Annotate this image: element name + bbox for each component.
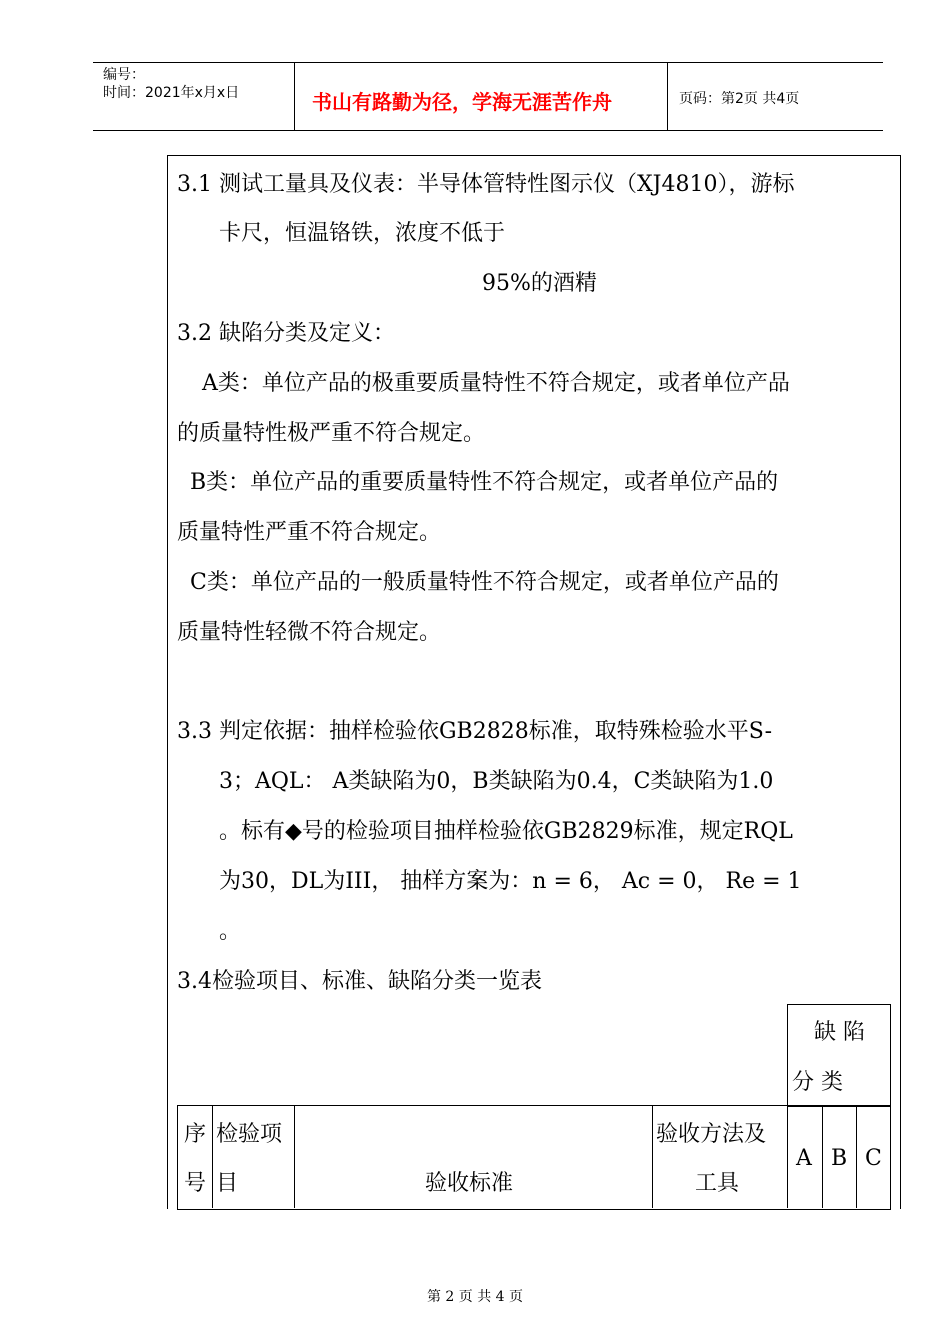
col-header-no-line-1: 序 xyxy=(184,1122,207,1147)
defect-class-header-line-1: 缺 陷 xyxy=(814,1020,865,1045)
col-header-method-line-1: 验收方法及 xyxy=(656,1122,767,1147)
col-header-method-line-2: 工具 xyxy=(695,1171,740,1196)
section-3-3-line-4: 为30，DL为III， 抽样方案为：n = 6， Ac = 0， Re = 1 xyxy=(219,869,802,894)
section-3-2-title: 3.2 缺陷分类及定义： xyxy=(177,321,395,346)
table-col-divider xyxy=(652,1105,653,1208)
section-3-3-line-5: 。 xyxy=(219,919,242,944)
section-3-4-title: 3.4检验项目、标准、缺陷分类一览表 xyxy=(177,969,542,994)
section-3-3-line-3: 。标有◆号的检验项目抽样检验依GB2829标准，规定RQL xyxy=(219,819,793,844)
section-3-1-line-1: 3.1 测试工量具及仪表：半导体管特性图示仪（XJ4810），游标 xyxy=(177,172,795,197)
table-col-divider xyxy=(856,1105,857,1208)
header-divider-right xyxy=(667,63,668,130)
class-b-line-2: 质量特性严重不符合规定。 xyxy=(177,520,442,545)
header-number-label: 编号： xyxy=(103,67,145,83)
header-top-rule xyxy=(93,62,883,63)
class-a-line-2: 的质量特性极严重不符合规定。 xyxy=(177,421,486,446)
col-header-item-line-1: 检验项 xyxy=(216,1122,283,1147)
header-time-label: 时间：2021年x月x日 xyxy=(103,85,240,101)
section-3-1-line-3: 95%的酒精 xyxy=(482,271,597,296)
table-col-divider xyxy=(212,1105,213,1208)
section-3-1-line-2: 卡尺，恒温铬铁，浓度不低于 xyxy=(219,221,506,246)
page-footer: 第 2 页 共 4 页 xyxy=(426,1289,524,1305)
col-header-a: A xyxy=(796,1146,812,1171)
col-header-item-line-2: 目 xyxy=(216,1171,239,1196)
col-header-c: C xyxy=(865,1146,882,1171)
class-c-line-2: 质量特性轻微不符合规定。 xyxy=(177,620,442,645)
header-page-label: 页码：第2页 共4页 xyxy=(679,91,800,107)
section-3-3-line-1: 3.3 判定依据：抽样检验依GB2828标准，取特殊检验水平S- xyxy=(177,719,773,744)
col-header-standard: 验收标准 xyxy=(425,1171,514,1196)
table-header-row xyxy=(177,1105,891,1210)
class-c-line-1: C类：单位产品的一般质量特性不符合规定，或者单位产品的 xyxy=(190,570,779,595)
header-divider-left xyxy=(294,63,295,130)
header-bottom-rule xyxy=(93,130,883,131)
class-a-line-1: A类：单位产品的极重要质量特性不符合规定，或者单位产品 xyxy=(202,371,790,396)
class-b-line-1: B类：单位产品的重要质量特性不符合规定，或者单位产品的 xyxy=(190,470,779,495)
section-3-3-line-2: 3；AQL： A类缺陷为0，B类缺陷为0.4，C类缺陷为1.0 xyxy=(219,769,774,794)
table-col-divider xyxy=(787,1105,788,1208)
col-header-no-line-2: 号 xyxy=(184,1171,207,1196)
table-col-divider xyxy=(294,1105,295,1208)
table-col-divider xyxy=(822,1105,823,1208)
header-motto: 书山有路勤为径，学海无涯苦作舟 xyxy=(312,90,612,114)
col-header-b: B xyxy=(831,1146,848,1171)
defect-class-header-line-2: 分 类 xyxy=(792,1070,843,1095)
